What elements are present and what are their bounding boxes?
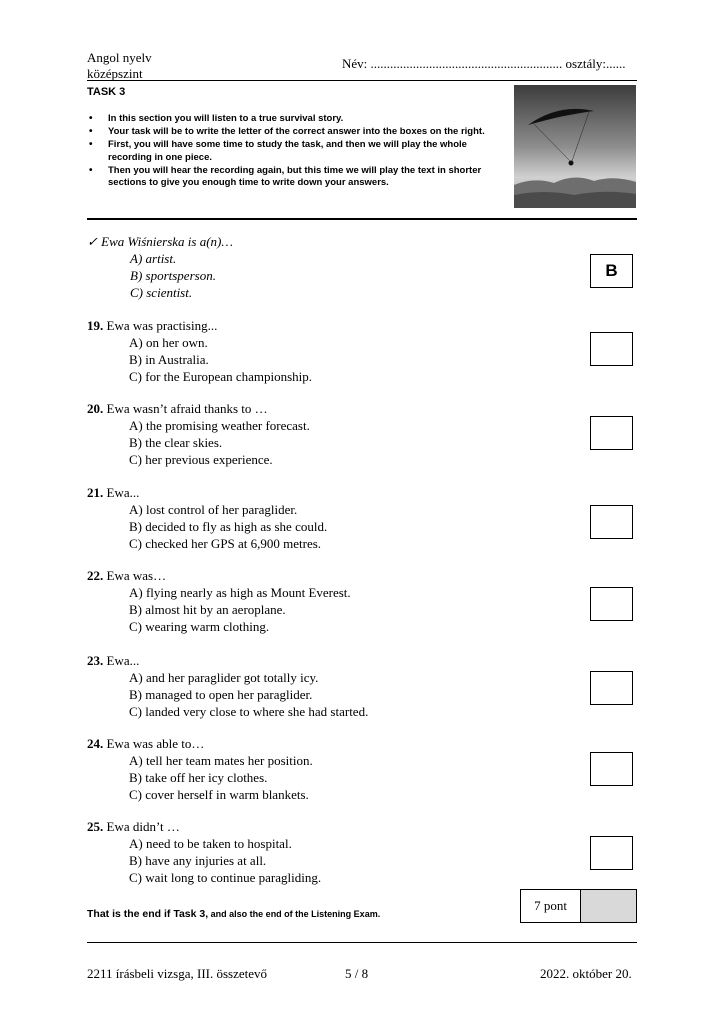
instruction-item: • Your task will be to write the letter of the correct answer into the boxes on the right. — [87, 126, 502, 138]
question-stem — [87, 317, 312, 334]
option: B) managed to open her paraglider. — [129, 687, 313, 702]
option: C) for the European championship. — [129, 369, 313, 384]
name-class-field[interactable]: Név: ........................................................... osztály:...... — [342, 56, 626, 71]
question-22 — [87, 567, 351, 635]
option: B) have any injuries at all. — [129, 853, 267, 868]
question-number: 25. — [87, 819, 104, 834]
task-title: TASK 3 — [87, 86, 126, 98]
option: A) and her paraglider got totally icy. — [129, 670, 319, 685]
section-divider — [87, 218, 637, 220]
question-number: 21. — [87, 485, 104, 500]
score-input[interactable] — [581, 890, 636, 922]
end-note-part2: and also the end of the Listening Exam. — [208, 909, 381, 919]
option: C) scientist. — [130, 285, 193, 300]
option: B) take off her icy clothes. — [129, 770, 268, 785]
question-21 — [87, 484, 327, 552]
question-text: Ewa... — [106, 653, 140, 668]
question-20 — [87, 400, 310, 468]
question-stem — [87, 567, 351, 584]
score-box — [520, 889, 637, 923]
option: B) in Australia. — [129, 352, 209, 367]
header-divider — [87, 80, 637, 81]
question-text: Ewa was practising... — [106, 318, 218, 333]
question-stem — [87, 400, 310, 417]
question-number: 24. — [87, 736, 104, 751]
answer-box-21[interactable] — [590, 505, 633, 539]
answer-box-19[interactable] — [590, 332, 633, 366]
answer-box-22[interactable] — [590, 587, 633, 621]
option: C) checked her GPS at 6,900 metres. — [129, 536, 322, 551]
option: A) lost control of her paraglider. — [129, 502, 298, 517]
question-number: 20. — [87, 401, 104, 416]
answer-box-23[interactable] — [590, 671, 633, 705]
option: C) landed very close to where she had started. — [129, 704, 369, 719]
instruction-item: • In this section you will listen to a true survival story. — [87, 113, 502, 125]
option: A) the promising weather forecast. — [129, 418, 310, 433]
question-24 — [87, 735, 313, 803]
option: C) cover herself in warm blankets. — [129, 787, 309, 802]
question-text: Ewa wasn’t afraid thanks to … — [106, 401, 268, 416]
level-line: középszint — [87, 66, 143, 81]
question-text: Ewa was… — [106, 568, 167, 583]
question-number: 23. — [87, 653, 104, 668]
option: A) tell her team mates her position. — [129, 753, 313, 768]
question-19 — [87, 317, 312, 385]
example-stem: ✓ Ewa Wiśnierska is a(n)… — [87, 234, 233, 249]
example-answer-box: B — [590, 254, 633, 288]
question-stem — [87, 735, 313, 752]
question-number: 22. — [87, 568, 104, 583]
end-note-part1: That is the end if Task 3, — [87, 908, 209, 920]
answer-box-24[interactable] — [590, 752, 633, 786]
question-stem — [87, 818, 321, 835]
exam-date: 2022. október 20. — [540, 966, 632, 981]
page-number: 5 / 8 — [345, 966, 369, 981]
question-stem — [87, 652, 368, 669]
question-stem — [87, 484, 327, 501]
end-note — [87, 908, 380, 920]
option: B) almost hit by an aeroplane. — [129, 602, 286, 617]
option: A) need to be taken to hospital. — [129, 836, 292, 851]
option: C) wearing warm clothing. — [129, 619, 270, 634]
footer-exam-id: 2211 írásbeli vizsga, III. összetevő — [87, 966, 268, 981]
paraglider-photo — [514, 85, 636, 208]
question-25 — [87, 818, 321, 886]
score-label: 7 pont — [521, 890, 581, 922]
option: B) decided to fly as high as she could. — [129, 519, 328, 534]
subject-line: Angol nyelv — [87, 50, 152, 65]
paraglider-illustration — [514, 85, 636, 208]
answer-box-20[interactable] — [590, 416, 633, 450]
question-23 — [87, 652, 368, 720]
option: C) her previous experience. — [129, 452, 273, 467]
question-text: Ewa was able to… — [106, 736, 205, 751]
question-text: Ewa didn’t … — [106, 819, 180, 834]
option: A) artist. — [130, 251, 177, 266]
answer-box-25[interactable] — [590, 836, 633, 870]
instruction-item: • Then you will hear the recording again, but this time we will play the text in shorter sections to give you enough time to write down your answers. — [87, 165, 502, 189]
task-instructions — [87, 113, 502, 190]
option: A) flying nearly as high as Mount Everest. — [129, 585, 351, 600]
option: B) sportsperson. — [130, 268, 216, 283]
instruction-item: • First, you will have some time to study the task, and then we will play the whole recording in one piece. — [87, 139, 502, 163]
question-number: 19. — [87, 318, 104, 333]
option: A) on her own. — [129, 335, 208, 350]
question-text: Ewa... — [106, 485, 140, 500]
footer-divider — [87, 942, 637, 943]
exam-subject — [87, 50, 152, 82]
option: B) the clear skies. — [129, 435, 223, 450]
option: C) wait long to continue paragliding. — [129, 870, 322, 885]
example-question — [87, 233, 233, 301]
